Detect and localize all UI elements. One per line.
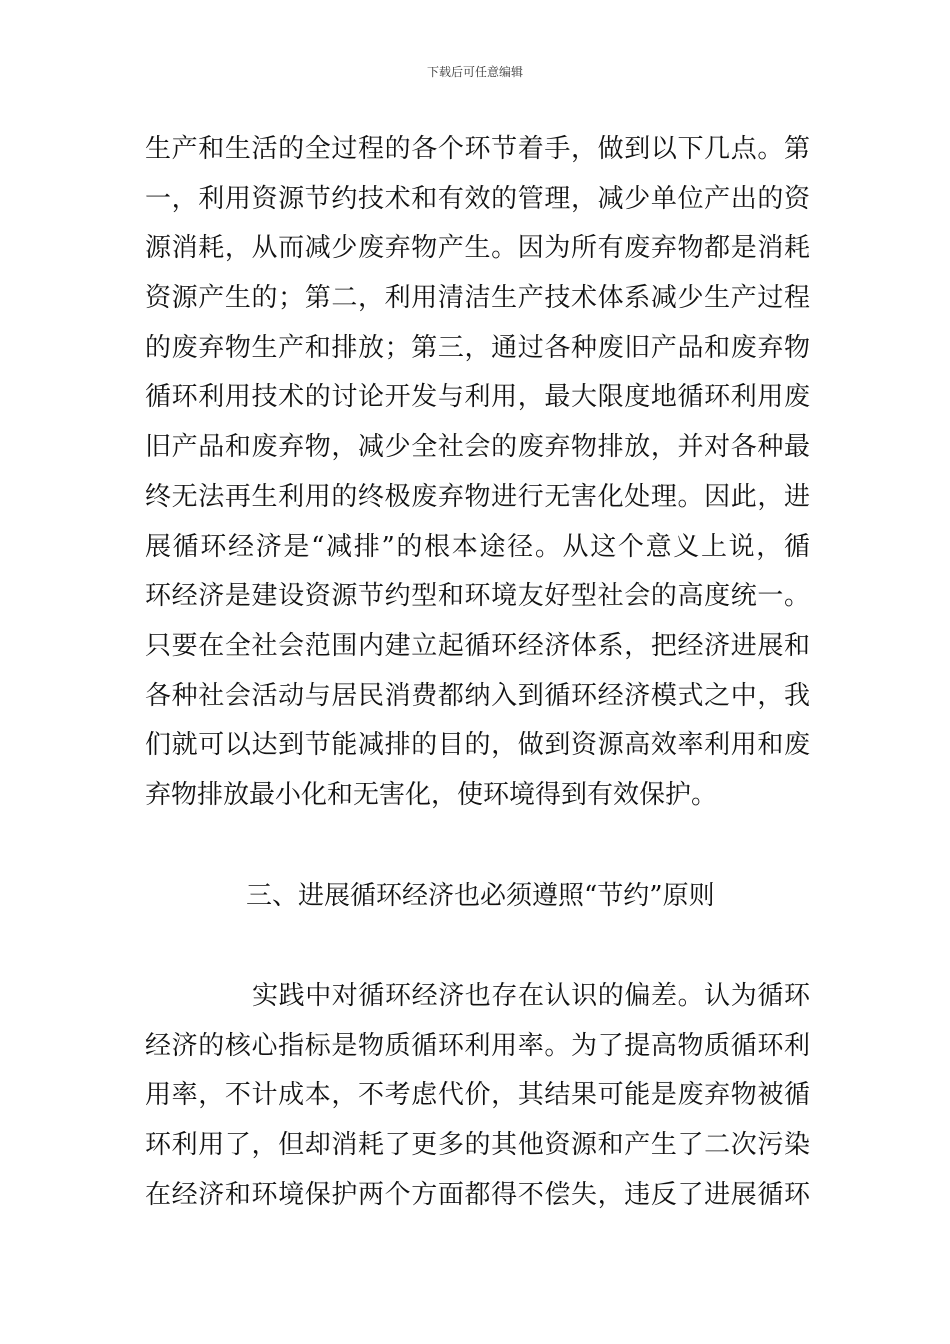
paragraph-line: 在经济和环境保护两个方面都得不偿失，违反了进展循环 xyxy=(145,1179,810,1210)
paragraph-line: 环经济是建设资源节约型和环境友好型社会的高度统一。 xyxy=(145,581,810,612)
paragraph-line: 循环利用技术的讨论开发与利用，最大限度地循环利用废 xyxy=(145,382,810,413)
section-heading xyxy=(0,871,950,921)
paragraph-line: 资源产生的；第二，利用清洁生产技术体系减少生产过程 xyxy=(145,283,810,314)
page-header: 下载后可任意编辑 xyxy=(426,65,523,79)
body-paragraph-2 xyxy=(145,972,810,1220)
paragraph-line: 弃物排放最小化和无害化，使环境得到有效保护。 xyxy=(145,779,718,810)
body-paragraph-1 xyxy=(145,125,810,821)
paragraph-line: 用率，不计成本，不考虑代价，其结果可能是废弃物被循 xyxy=(145,1080,810,1111)
paragraph-line: 们就可以达到节能减排的目的，做到资源高效率利用和废 xyxy=(145,730,810,761)
paragraph-line: 的废弃物生产和排放；第三，通过各种废旧产品和废弃物 xyxy=(145,332,810,363)
paragraph-line: 旧产品和废弃物，减少全社会的废弃物排放，并对各种最 xyxy=(145,432,810,463)
paragraph-line: 各种社会活动与居民消费都纳入到循环经济模式之中，我 xyxy=(145,680,810,711)
paragraph-line: 生产和生活的全过程的各个环节着手，做到以下几点。第 xyxy=(145,134,810,164)
paragraph-line: 只要在全社会范围内建立起循环经济体系，把经济进展和 xyxy=(145,630,810,661)
paragraph-line: 实践中对循环经济也存在认识的偏差。认为循环 xyxy=(252,981,810,1011)
paragraph-line: 终无法再生利用的终极废弃物进行无害化处理。因此，进 xyxy=(145,481,810,512)
paragraph-line: 环利用了，但却消耗了更多的其他资源和产生了二次污染 xyxy=(145,1130,810,1161)
paragraph-line: 一，利用资源节约技术和有效的管理，减少单位产出的资 xyxy=(145,183,810,214)
section-heading-text: 三、进展循环经济也必须遵照“节约”原则 xyxy=(246,881,715,911)
paragraph-line: 展循环经济是“减排”的根本途径。从这个意义上说，循 xyxy=(145,531,810,562)
paragraph-line: 经济的核心指标是物质循环利用率。为了提高物质循环利 xyxy=(145,1030,810,1061)
paragraph-line: 源消耗，从而减少废弃物产生。因为所有废弃物都是消耗 xyxy=(145,233,810,264)
